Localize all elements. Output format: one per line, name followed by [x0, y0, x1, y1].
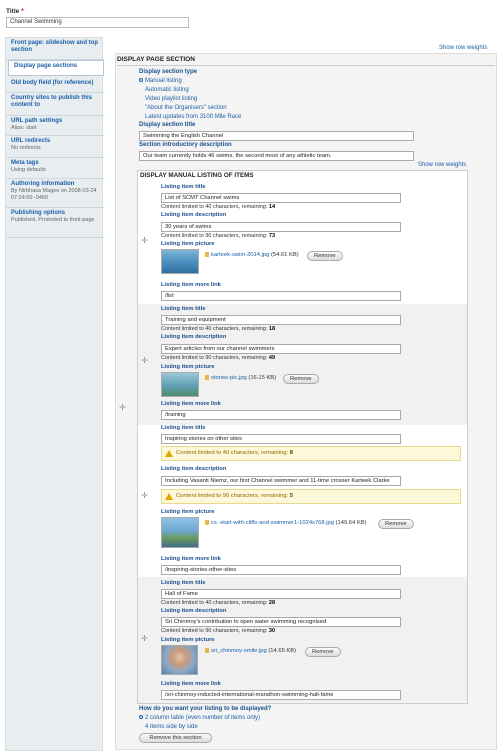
item-title-input[interactable]: List of SCMT Channel swims [161, 193, 401, 203]
item-title-input[interactable]: Training and equipment [161, 315, 401, 325]
item-desc-input[interactable]: 30 years of swims [161, 222, 401, 232]
item-link-input[interactable]: /inspiring-stories-other-sites [161, 565, 401, 575]
tab-publishing[interactable]: Publishing options Published, Promoted to front page [6, 208, 104, 238]
item-link-label: Listing item more link [161, 282, 221, 288]
item-title-label: Listing item title [161, 184, 206, 190]
file-link[interactable]: cs.-start-with-cliffs-and-swimmer1-1024x768.jpg (149.64 KB) [205, 520, 367, 526]
type-option-updates[interactable]: Latest updates from 3100 Mile Race [145, 114, 242, 120]
display-option-2col[interactable]: 2 column table (even number of items only) [139, 715, 260, 721]
item-desc-label: Listing item description [161, 466, 227, 472]
item-desc-input[interactable]: Expert articles from our channel swimmers [161, 344, 401, 354]
vertical-tabs [5, 37, 103, 751]
item-link-label: Listing item more link [161, 556, 221, 562]
item-title-input[interactable]: Hall of Fame [161, 589, 401, 599]
file-icon [205, 252, 209, 257]
section-title-input[interactable]: Swimming the English Channel [139, 131, 414, 141]
item-thumbnail [161, 517, 199, 548]
item-desc-input[interactable]: Sri Chinmoy's contribution to open water swimming recognised [161, 617, 401, 627]
tab-front-page[interactable]: Front page: slideshow and top section [6, 38, 104, 60]
title-limit-warning: Content limited to 40 characters, remaining: 8 [161, 446, 461, 461]
section-heading: DISPLAY PAGE SECTION [117, 56, 495, 66]
file-icon [205, 520, 209, 525]
item-picture-label: Listing item picture [161, 509, 215, 515]
type-option-video[interactable]: Video playlist listing [145, 96, 198, 102]
item-title-input[interactable]: Inspiring stories on other sites [161, 434, 401, 444]
tab-country-sites[interactable]: Country sites to publish this content to [6, 93, 104, 116]
item-title-label: Listing item title [161, 425, 206, 431]
item-thumbnail [161, 249, 199, 274]
warning-icon [165, 493, 173, 500]
section-type-label: Display section type [139, 69, 198, 75]
title-label: Title * [6, 8, 24, 15]
type-option-organisers[interactable]: "About the Organisers" section [145, 105, 227, 111]
file-link[interactable]: karteek-swim-2014.jpg (54.61 KB) [205, 252, 299, 258]
item-desc-label: Listing item description [161, 608, 227, 614]
item-link-input[interactable]: /sri-chinmoy-inducted-international-marathon-swimming-hall-fame [161, 690, 401, 700]
remove-button[interactable]: Remove [283, 374, 319, 384]
type-option-automatic[interactable]: Automatic listing [145, 87, 189, 93]
file-icon [205, 648, 209, 653]
drag-handle-icon[interactable]: ✛ [141, 236, 148, 245]
remove-button[interactable]: Remove [378, 519, 414, 529]
radio-icon [139, 715, 143, 719]
tab-authoring[interactable]: Authoring information By Nirbhasa Magee on 2008-03-24 07:24:00 -0400 [6, 179, 104, 208]
intro-input[interactable]: Our team currently holds 46 swims, the second most of any athletic team. [139, 151, 414, 161]
item-picture-label: Listing item picture [161, 364, 215, 370]
radio-icon [139, 78, 143, 82]
item-link-input[interactable]: /list [161, 291, 401, 301]
item-title-label: Listing item title [161, 580, 206, 586]
drag-handle-icon[interactable]: ✛ [141, 356, 148, 365]
warning-icon [165, 450, 173, 457]
desc-char-count: Content limited to 90 characters, remaining: 30 [161, 628, 276, 634]
manual-heading: DISPLAY MANUAL LISTING OF ITEMS [140, 172, 254, 179]
desc-limit-warning: Content limited to 90 characters, remaining: 5 [161, 489, 461, 504]
file-link[interactable]: sri_chinmoy-smile.jpg (14.65 KB) [205, 648, 296, 654]
desc-char-count: Content limited to 90 characters, remaining: 73 [161, 233, 276, 239]
tab-old-body[interactable]: Old body field (for reference) [6, 78, 104, 93]
title-input[interactable]: Channel Swimming [6, 17, 189, 28]
item-link-label: Listing item more link [161, 401, 221, 407]
item-thumbnail [161, 645, 198, 675]
title-char-count: Content limited to 40 characters, remaining: 18 [161, 326, 276, 332]
display-question: How do you want your listing to be displayed? [139, 706, 272, 712]
tab-url-path[interactable]: URL path settings Alias: start [6, 116, 104, 136]
display-option-4items[interactable]: 4 items side by side [145, 724, 198, 730]
remove-button[interactable]: Remove [305, 647, 341, 657]
intro-label: Section introductory description [139, 142, 232, 148]
file-icon [205, 375, 209, 380]
file-link[interactable]: stories-pic.jpg (16.15 KB) [205, 375, 276, 381]
title-char-count: Content limited to 40 characters, remaining: 14 [161, 204, 276, 210]
drag-handle-icon[interactable]: ✛ [141, 634, 148, 643]
item-picture-label: Listing item picture [161, 241, 215, 247]
drag-handle-icon[interactable]: ✛ [119, 403, 126, 412]
section-title-label: Display section title [139, 122, 196, 128]
item-link-label: Listing item more link [161, 681, 221, 687]
item-title-label: Listing item title [161, 306, 206, 312]
remove-section-button[interactable]: Remove this section [139, 733, 212, 743]
show-row-weights[interactable]: Show row weights [418, 162, 467, 168]
item-picture-label: Listing item picture [161, 637, 215, 643]
drag-handle-icon[interactable]: ✛ [141, 491, 148, 500]
remove-button[interactable]: Remove [307, 251, 343, 261]
desc-char-count: Content limited to 90 characters, remaining: 49 [161, 355, 276, 361]
tab-meta-tags[interactable]: Meta tags Using defaults [6, 158, 104, 179]
item-desc-label: Listing item description [161, 212, 227, 218]
item-desc-label: Listing item description [161, 334, 227, 340]
show-row-weights-top[interactable]: Show row weights [439, 45, 488, 51]
title-char-count: Content limited to 40 characters, remaining: 28 [161, 600, 276, 606]
type-option-manual[interactable]: Manual listing [139, 78, 182, 84]
item-thumbnail [161, 372, 199, 397]
item-link-input[interactable]: /training [161, 410, 401, 420]
tab-url-redirects[interactable]: URL redirects No redirects [6, 136, 104, 158]
tab-display-page-sections[interactable]: Display page sections [8, 60, 104, 76]
item-desc-input[interactable]: Including Vasanti Niemz, our first Channel swimmer and 11-time crosser Karteek Clarke [161, 476, 401, 486]
